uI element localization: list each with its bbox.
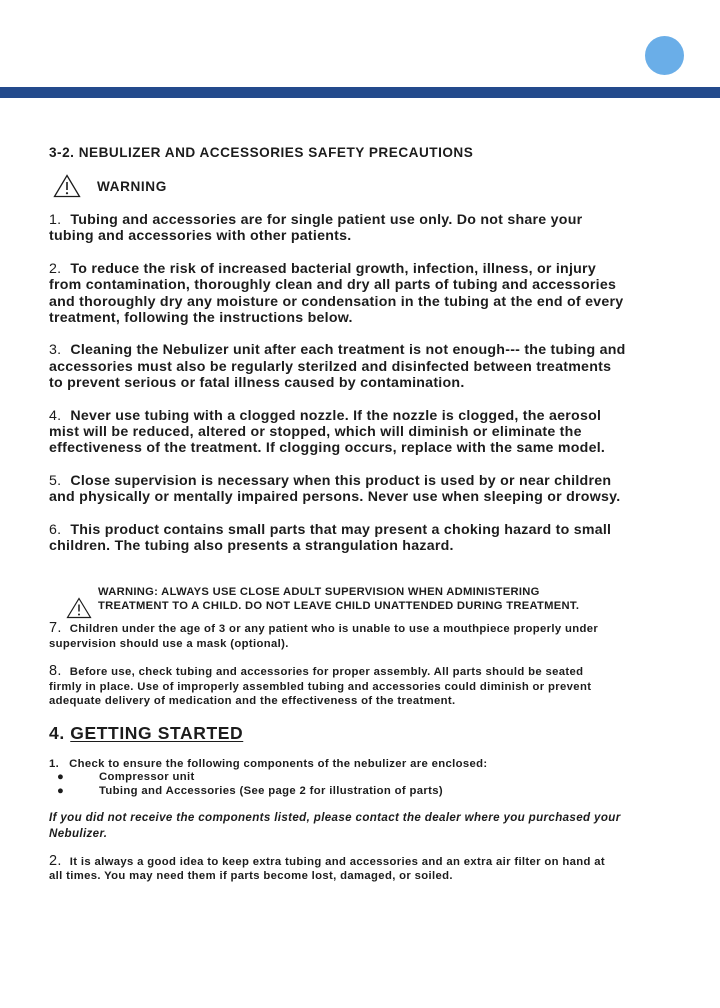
supervision-warning-line-2: TREATMENT TO A CHILD. DO NOT LEAVE CHILD UNATTENDED DURING TREATMENT. [98, 599, 580, 612]
warning-triangle-icon [53, 174, 81, 198]
section-title: 3-2. NEBULIZER AND ACCESSORIES SAFETY PRECAUTIONS [49, 145, 474, 160]
getting-started-item-2: 2. It is always a good idea to keep extra tubing and accessories and an extra air filter on hand at all times. You may need them if parts become lost, damaged, or soiled. [49, 852, 606, 883]
supervision-warning-line-1: WARNING: ALWAYS USE CLOSE ADULT SUPERVISION WHEN ADMINISTERING [98, 585, 540, 598]
warning-label: WARNING [97, 178, 167, 194]
precaution-item-6: 6. This product contains small parts that may present a choking hazard to small children. The tubing also presents a strangulation hazard. [49, 521, 612, 555]
getting-started-item-1: 1. Check to ensure the following components of the nebulizer are enclosed: [49, 758, 488, 771]
list-item: ● Tubing and Accessories (See page 2 for illustration of parts) [57, 785, 443, 798]
missing-components-note: If you did not receive the components listed, please contact the dealer where you purchased your Nebulizer. [49, 811, 621, 841]
precaution-item-4: 4. Never use tubing with a clogged nozzle. If the nozzle is clogged, the aerosol mist will be reduced, altered or stopped, which will diminish or eliminate the effectiveness of the treatment. If clogging occurs, replace with the same model. [49, 407, 606, 457]
precaution-item-3: 3. Cleaning the Nebulizer unit after each treatment is not enough--- the tubing and accessories must also be regularly sterilzed and disinfected between treatments to prevent serious or fatal illness caused by contamination. [49, 342, 626, 392]
precaution-item-7: 7. Children under the age of 3 or any patient who is unable to use a mouthpiece properly under supervision should use a mask (optional). [49, 620, 599, 650]
list-item: ● Compressor unit [57, 771, 195, 784]
precaution-item-5: 5. Close supervision is necessary when this product is used by or near children and physically or mentally impaired persons. Never use when sleeping or drowsy. [49, 472, 621, 506]
warning-heading [49, 174, 669, 198]
precaution-item-1: 1. Tubing and accessories are for single patient use only. Do not share your tubing and accessories with other patients. [49, 212, 583, 245]
getting-started-heading: 4. GETTING STARTED [49, 723, 244, 744]
header-band [0, 87, 720, 98]
warning-triangle-icon [66, 597, 92, 619]
supervision-warning [49, 585, 669, 614]
precaution-item-8: 8. Before use, check tubing and accessories for proper assembly. All parts should be seated firmly in place. Use of improperly assembled tubing and accessories could diminish or prevent adequate delivery of medication and the effectiveness of the treatment. [49, 663, 592, 708]
document-body [49, 145, 669, 884]
bullet-icon: ● [57, 785, 65, 798]
page-marker-circle [645, 36, 684, 75]
bullet-icon: ● [57, 771, 65, 784]
precaution-item-2: 2. To reduce the risk of increased bacterial growth, infection, illness, or injury from contamination, thoroughly clean and dry all parts of tubing and accessories and thoroughly dry any moisture or condensation in the tubing at the end of every treatment, following the instructions below. [49, 260, 624, 327]
